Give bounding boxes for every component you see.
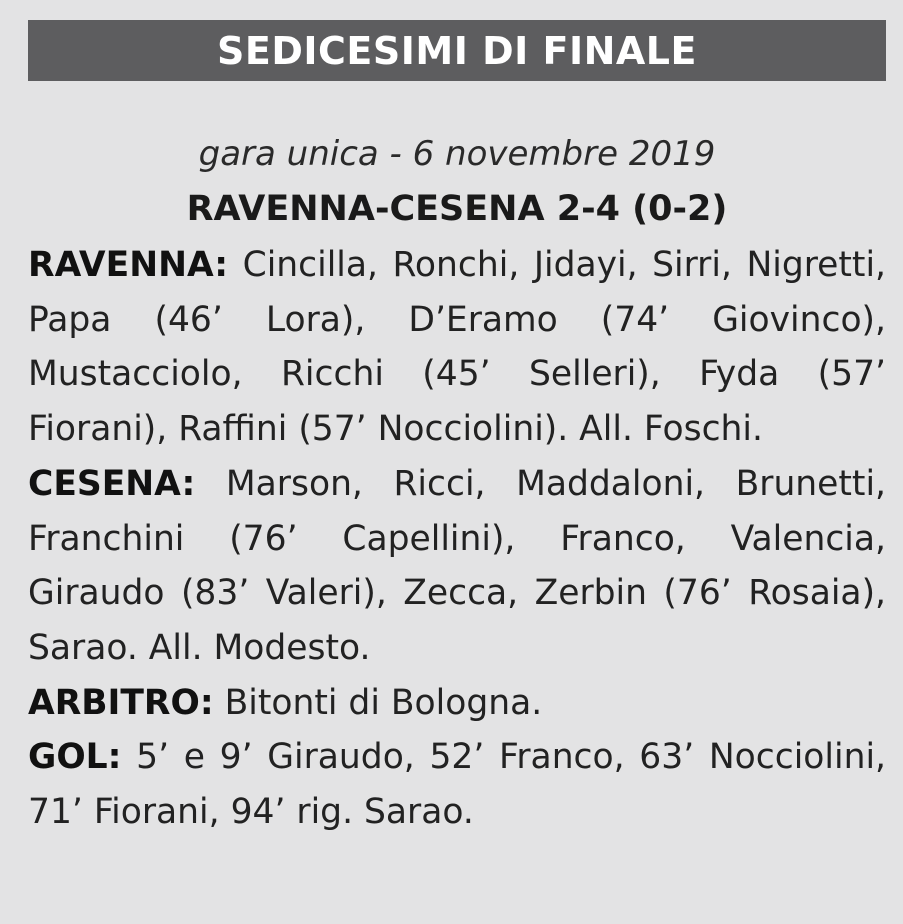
header-bar xyxy=(28,20,886,81)
cesena-lineup xyxy=(28,457,886,676)
gol-text: 5’ e 9’ Giraudo, 52’ Franco, 63’ Nocciolini, 71’ Fiorani, 94’ rig. Sarao. xyxy=(28,737,886,833)
cesena-label: CESENA: xyxy=(28,463,196,504)
page-title: SEDICESIMI DI FINALE xyxy=(217,28,697,73)
match-report xyxy=(28,238,886,840)
match-title: RAVENNA-CESENA 2-4 (0-2) xyxy=(186,189,728,229)
ravenna-text: Cincilla, Ronchi, Jidayi, Sirri, Nigretti, Papa (46’ Lora), D’Eramo (74’ Giovinco), Mustacciolo, Ricchi (45’ Selleri), Fyda (57’ Fiorani), Raffini (57’ Nocciolini). All. Foschi. xyxy=(28,245,886,450)
ravenna-lineup xyxy=(28,238,886,457)
referee xyxy=(28,676,886,731)
goals xyxy=(28,730,886,839)
arbitro-text: Bitonti di Bologna. xyxy=(224,682,543,723)
arbitro-label: ARBITRO: xyxy=(28,682,214,723)
cesena-text: Marson, Ricci, Maddaloni, Brunetti, Franchini (76’ Capellini), Franco, Valencia, Giraudo (83’ Valeri), Zecca, Zerbin (76’ Rosaia), Sarao. All. Modesto. xyxy=(28,463,887,668)
gol-label: GOL: xyxy=(28,737,122,778)
match-subtitle: gara unica - 6 novembre 2019 xyxy=(198,134,716,174)
ravenna-label: RAVENNA: xyxy=(28,245,229,285)
